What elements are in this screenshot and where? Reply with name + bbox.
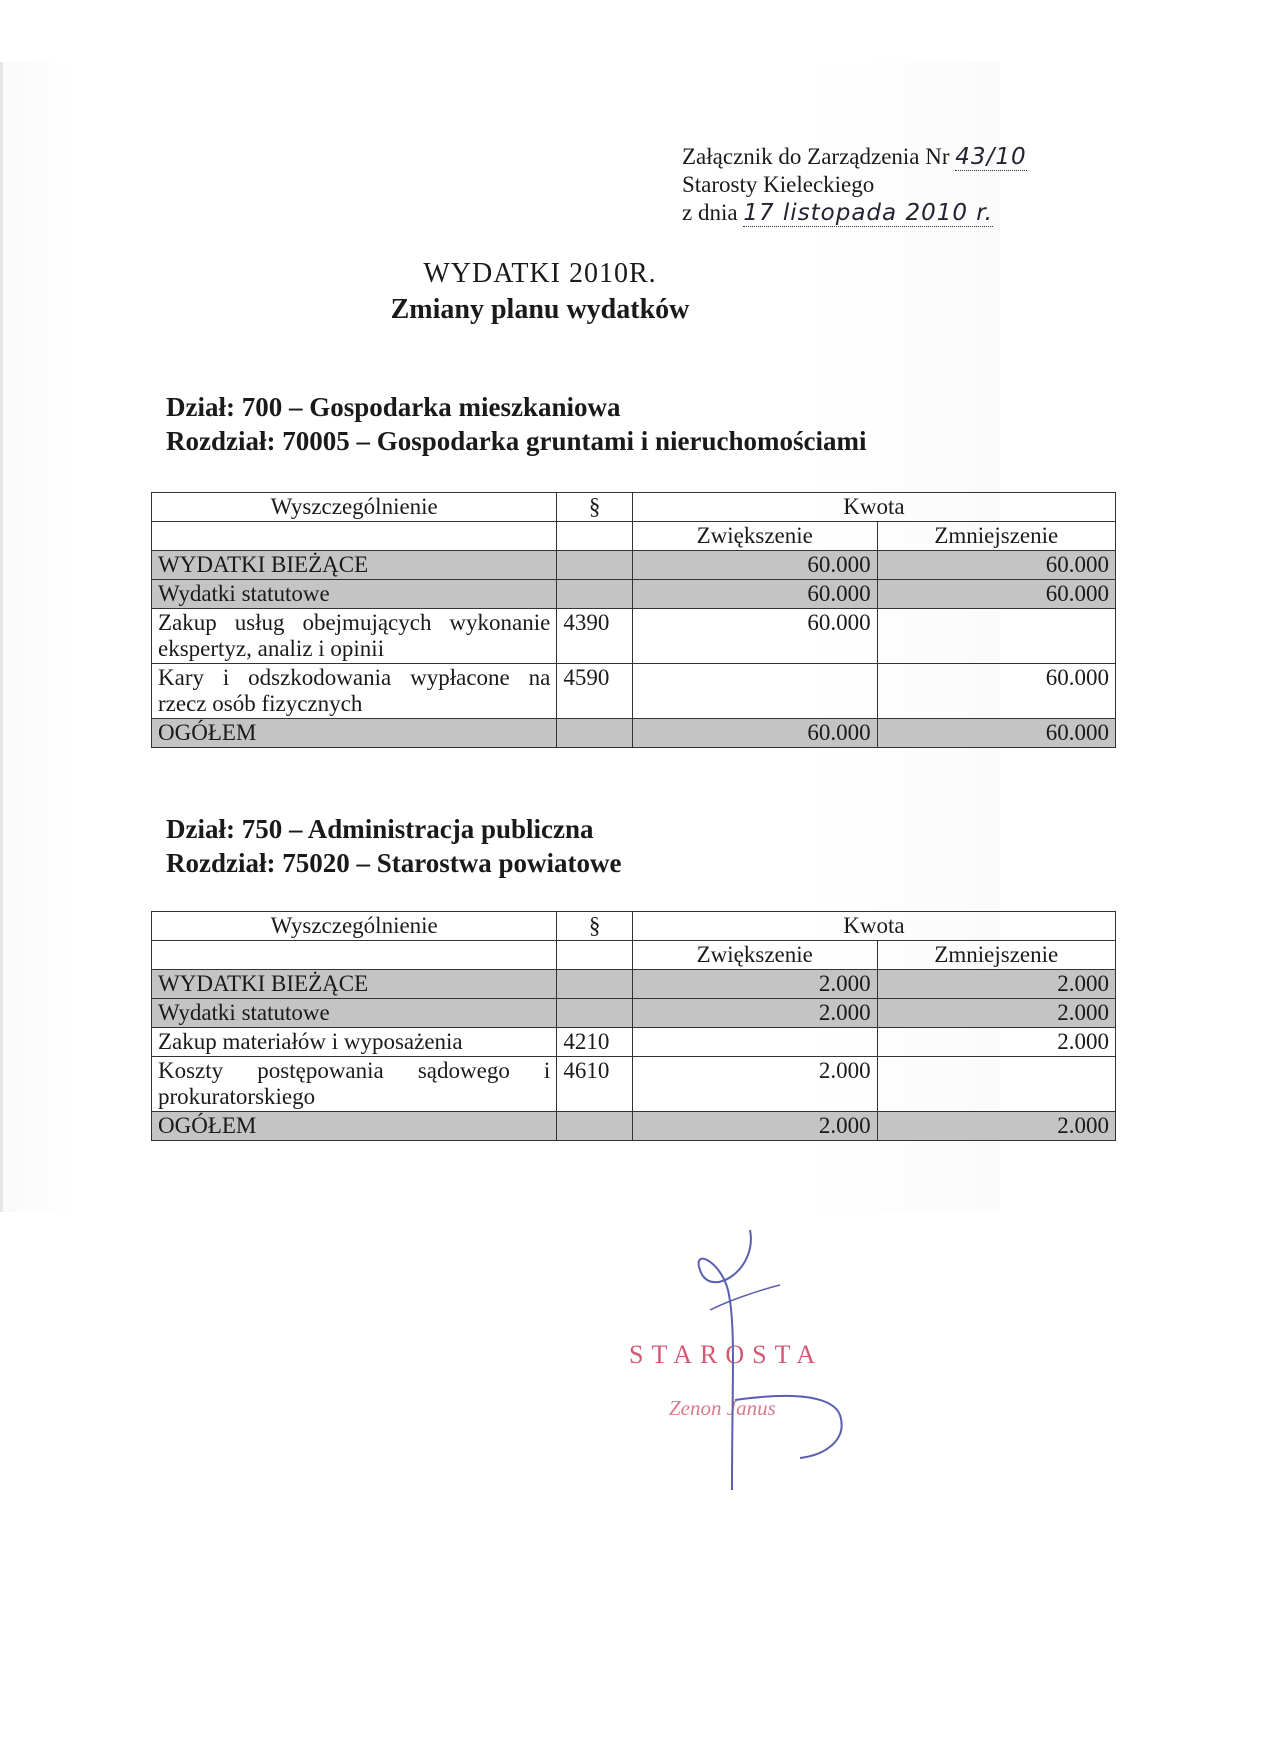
- annex-line-3: z dnia 17 listopada 2010 r.: [682, 200, 993, 226]
- document-subtitle: Zmiany planu wydatków: [390, 294, 690, 325]
- annex-line-2: Starosty Kieleckiego: [682, 172, 875, 197]
- header-amount: Kwota: [632, 493, 1115, 522]
- header-paragraph: §: [557, 493, 633, 522]
- table-row: Zakup materiałów i wyposażenia 4210 2.000: [152, 1028, 1116, 1057]
- header-decrease: Zmniejszenie: [877, 522, 1115, 551]
- scan-edge: [0, 62, 3, 1212]
- header-paragraph: §: [557, 912, 633, 941]
- header-desc: Wyszczególnienie: [152, 912, 557, 941]
- document-title: WYDATKI 2010R.: [423, 258, 657, 289]
- dzial-label: Dział: 750 – Administracja publiczna: [166, 814, 594, 844]
- header-desc: Wyszczególnienie: [152, 493, 557, 522]
- section-heading-700: [166, 390, 867, 458]
- expense-table-700: [151, 492, 1116, 748]
- table-total-row: OGÓŁEM 2.000 2.000: [152, 1112, 1116, 1141]
- header-increase: Zwiększenie: [632, 941, 877, 970]
- handwritten-number: 43/10: [955, 144, 1027, 170]
- table-subheader-row: [152, 522, 1116, 551]
- table-row: WYDATKI BIEŻĄCE 2.000 2.000: [152, 970, 1116, 999]
- dzial-label: Dział: 700 – Gospodarka mieszkaniowa: [166, 392, 621, 422]
- handwritten-date: 17 listopada 2010 r.: [743, 200, 993, 226]
- header-increase: Zwiększenie: [632, 522, 877, 551]
- table-header-row: [152, 493, 1116, 522]
- table-header-row: [152, 912, 1116, 941]
- stamp-name: Zenon Janus: [669, 1396, 776, 1420]
- annex-note: [682, 143, 1027, 227]
- table-row: Kary i odszkodowania wypłacone na rzecz osób fizycznych 4590 60.000: [152, 664, 1116, 719]
- table-row: WYDATKI BIEŻĄCE 60.000 60.000: [152, 551, 1116, 580]
- rozdzial-label: Rozdział: 70005 – Gospodarka gruntami i nieruchomościami: [166, 426, 867, 456]
- header-decrease: Zmniejszenie: [877, 941, 1115, 970]
- table-row: Wydatki statutowe 2.000 2.000: [152, 999, 1116, 1028]
- stamp-title: STAROSTA: [629, 1340, 824, 1369]
- table-row: Wydatki statutowe 60.000 60.000: [152, 580, 1116, 609]
- table-row: Koszty postępowania sądowego i prokuratorskiego 4610 2.000: [152, 1057, 1116, 1112]
- rozdzial-label: Rozdział: 75020 – Starostwa powiatowe: [166, 848, 622, 878]
- expense-table-750: [151, 911, 1116, 1141]
- header-amount: Kwota: [632, 912, 1115, 941]
- table-total-row: OGÓŁEM 60.000 60.000: [152, 719, 1116, 748]
- section-heading-750: [166, 812, 621, 880]
- table-row: Zakup usług obejmujących wykonanie ekspertyz, analiz i opinii 4390 60.000: [152, 609, 1116, 664]
- annex-line-1: Załącznik do Zarządzenia Nr 43/10: [682, 144, 1027, 170]
- table-subheader-row: [152, 941, 1116, 970]
- handwritten-signature: [640, 1230, 870, 1500]
